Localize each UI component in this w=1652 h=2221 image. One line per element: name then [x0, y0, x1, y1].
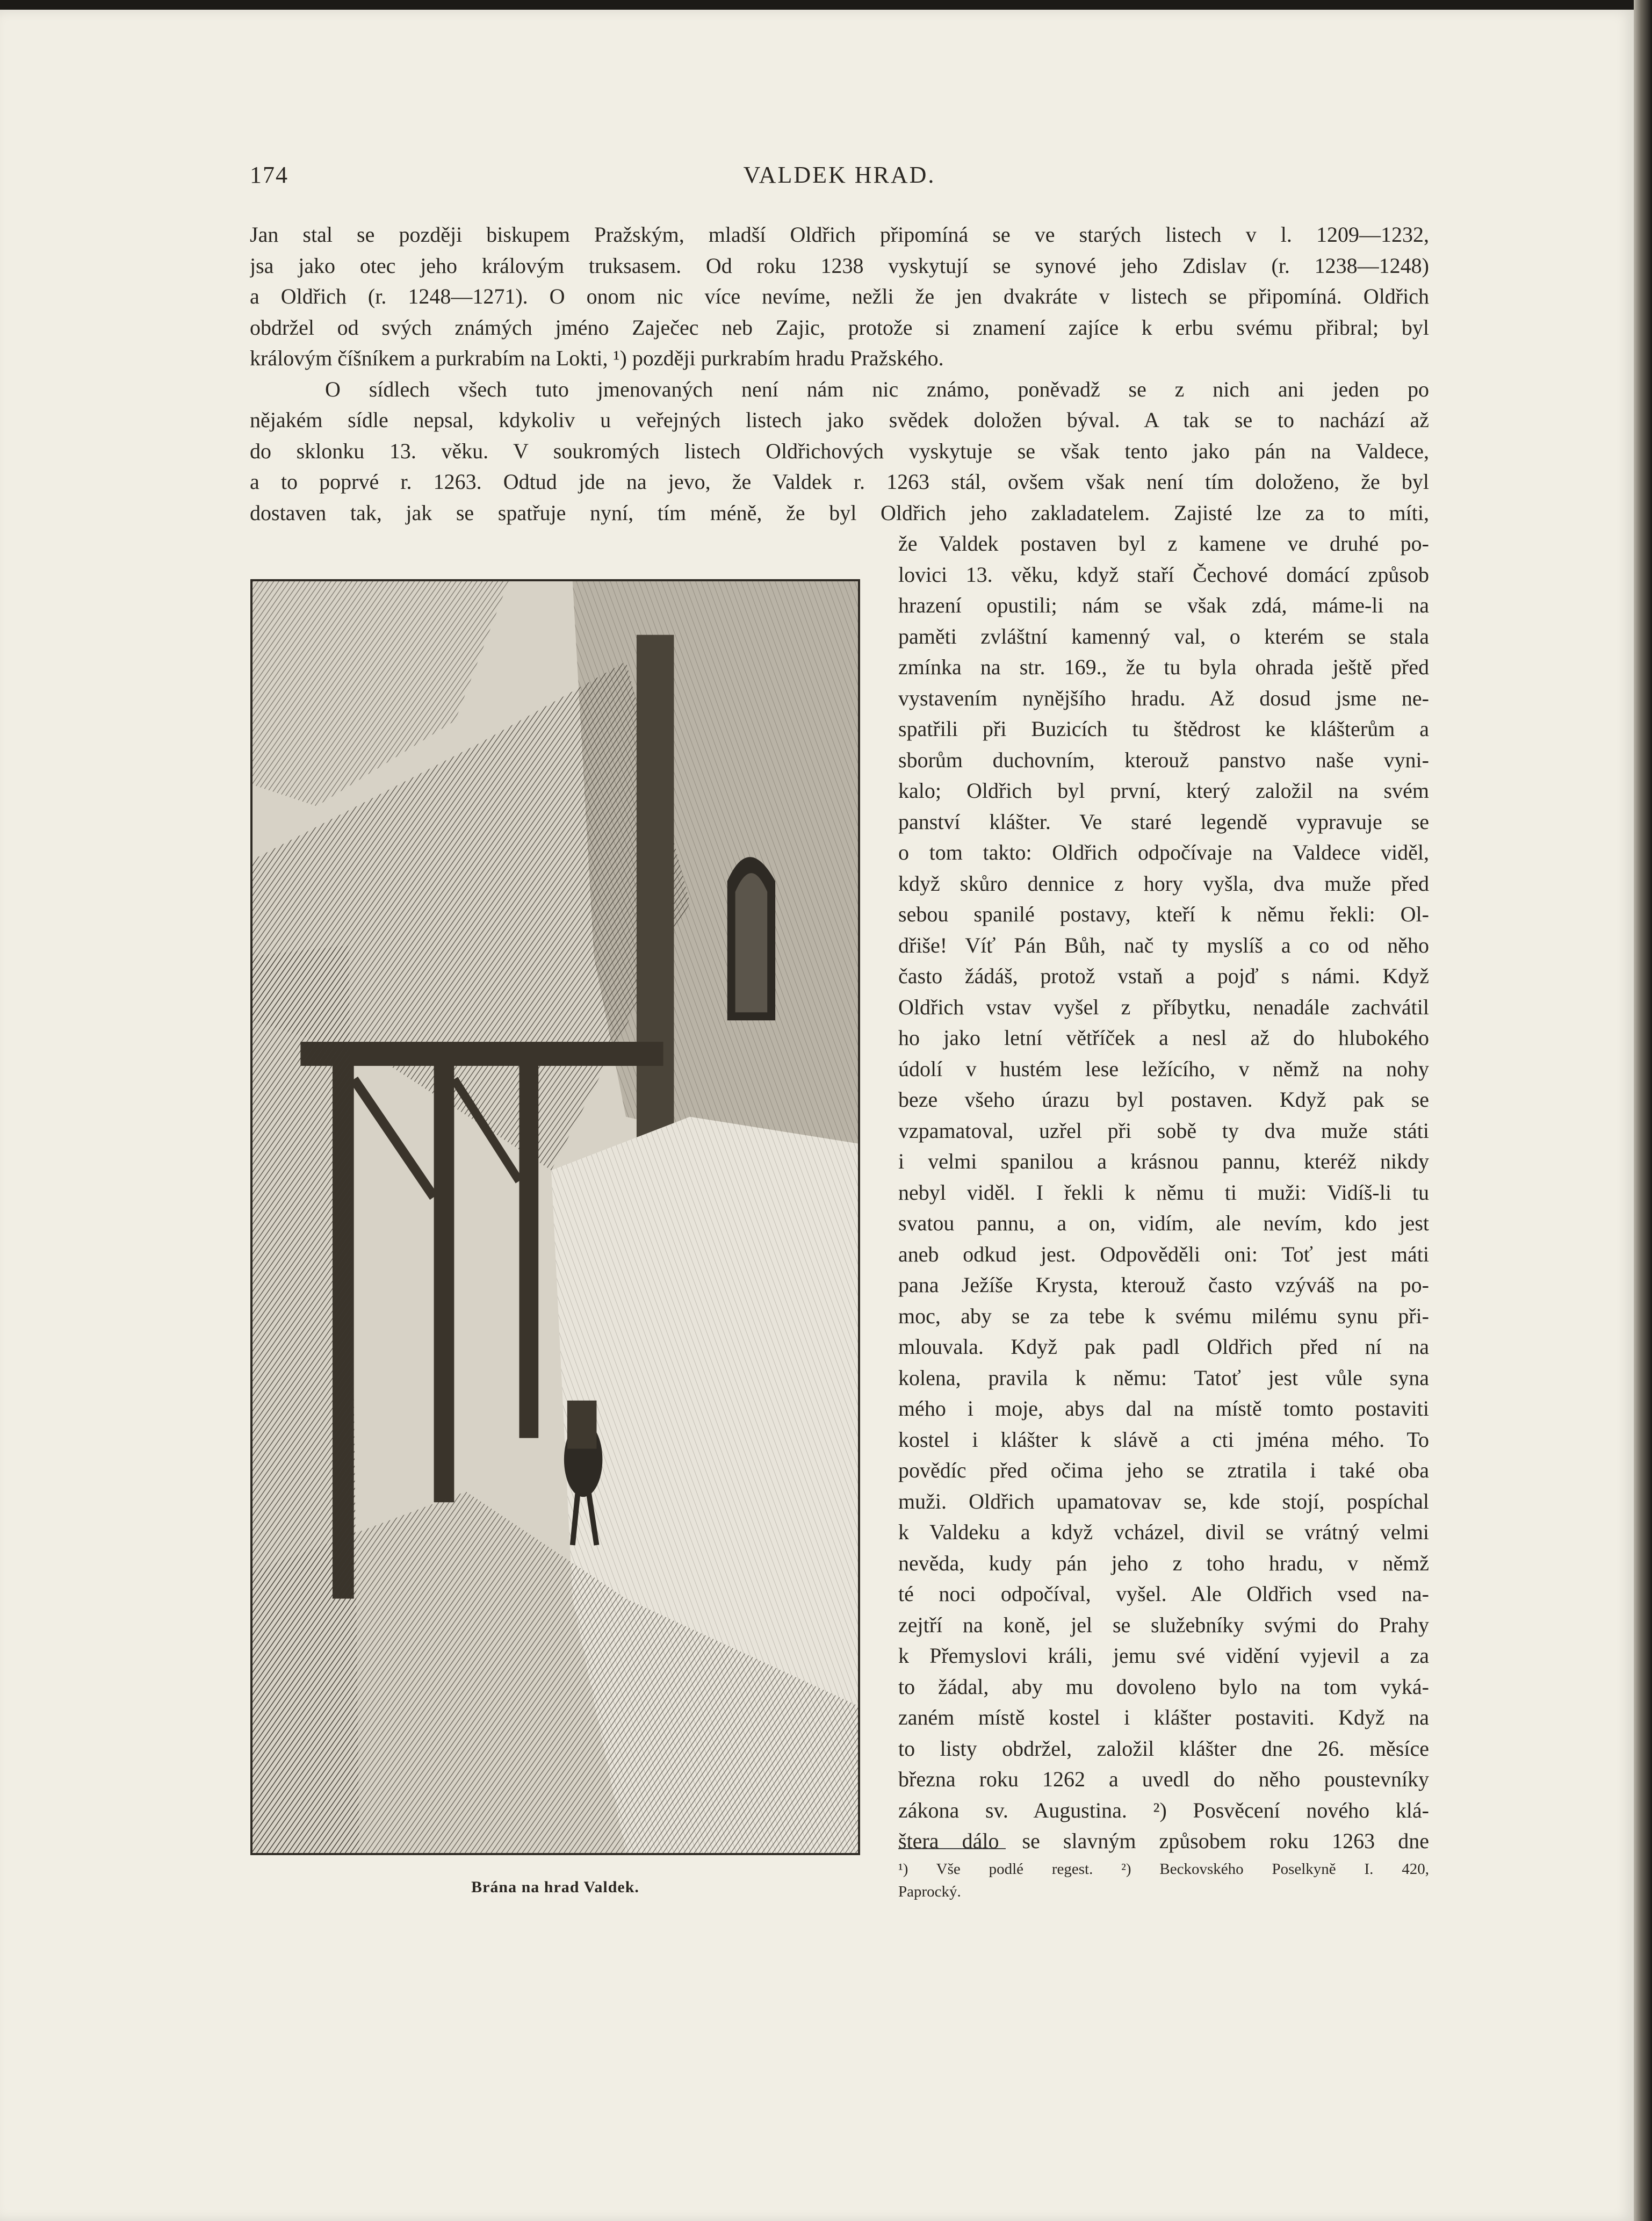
text-line: to listy obdržel, založil klášter dne 26. měsíce	[898, 1736, 1429, 1761]
footnote-line: Paprocký.	[898, 1883, 961, 1900]
text-line: zákona sv. Augustina. ²) Posvěcení nového klá-	[898, 1798, 1429, 1822]
text-line: Jan stal se později biskupem Pražským, mladší Oldřich připomíná se ve starých listech v l. 1209—1232,	[250, 222, 1429, 247]
right-column-text	[898, 528, 1429, 1857]
text-line: zejtří na koně, jel se služebníky svými do Prahy	[898, 1612, 1429, 1637]
figure-caption: Brána na hrad Valdek.	[471, 1878, 639, 1896]
text-line: nebyl viděl. I řekli k němu ti muži: Vidíš-li tu	[898, 1180, 1429, 1205]
text-line: moc, aby se za tebe k svému milému synu při-	[898, 1303, 1429, 1328]
text-line: nevěda, kudy pán jeho z toho hradu, v němž	[898, 1551, 1429, 1575]
engraving-image	[253, 581, 858, 1853]
text-line: k Přemyslovi králi, jemu své vidění vyjevil a za	[898, 1643, 1429, 1668]
text-line: štera dálo se slavným způsobem roku 1263 dne	[898, 1829, 1429, 1853]
text-line: zmínka na str. 169., že tu byla ohrada ještě před	[898, 655, 1429, 679]
running-title: VALDEK HRAD.	[743, 162, 936, 188]
text-line: března roku 1262 a uvedl do něho poustevníky	[898, 1767, 1429, 1791]
text-line: a Oldřich (r. 1248—1271). O onom nic více nevíme, nežli že jen dvakráte v listech se připomíná. Oldřich	[250, 284, 1429, 308]
text-line: že Valdek postaven byl z kamene ve druhé po-	[898, 531, 1429, 556]
text-line: dřiše! Víť Pán Bůh, nač ty myslíš a co od něho	[898, 933, 1429, 957]
text-line: panství klášter. Ve staré legendě vypravuje se	[898, 809, 1429, 834]
text-line: mlouvala. Když pak padl Oldřich před ní na	[898, 1335, 1429, 1359]
text-line: do sklonku 13. věku. V soukromých listech Oldřichových vyskytuje se však tento jako pán na Valdece,	[250, 438, 1429, 463]
text-line: pana Ježíše Krysta, kterouž často vzýváš na po-	[898, 1273, 1429, 1297]
text-line: to žádal, aby mu dovoleno bylo na tom vyká-	[898, 1674, 1429, 1699]
text-line: obdržel od svých známých jméno Zaječec neb Zajic, protože si znamení zajíce k erbu svému přibral; byl	[250, 315, 1429, 340]
page-header	[250, 161, 1429, 193]
text-line: vzpamatoval, uzřel při sobě ty dva muže státi	[898, 1118, 1429, 1143]
page-number: 174	[250, 162, 288, 188]
text-line: když skůro dennice z hory vyšla, dva muže před	[898, 871, 1429, 896]
text-line: dostaven tak, jak se spatřuje nyní, tím méně, že byl Oldřich jeho zakladatelem. Zajisté lze za to míti,	[250, 500, 1429, 525]
text-line: svatou pannu, a on, vidím, ale nevím, kdo jest	[898, 1211, 1429, 1235]
text-line: údolí v hustém lese ležícího, v němž na nohy	[898, 1056, 1429, 1081]
text-line: kolena, pravila k němu: Tatoť jest vůle syna	[898, 1365, 1429, 1390]
text-line: kalo; Oldřich byl první, který založil na svém	[898, 778, 1429, 803]
text-line: k Valdeku a když vcházel, divil se vrátný velmi	[898, 1520, 1429, 1544]
full-width-text	[250, 219, 1429, 528]
text-line: sebou spanilé postavy, kteří k němu řekli: Ol-	[898, 902, 1429, 926]
text-line: beze všeho úrazu byl postaven. Když pak se	[898, 1087, 1429, 1112]
text-line: vystavením nynějšího hradu. Až dosud jsme ne-	[898, 686, 1429, 710]
text-line: muži. Oldřich upamatovav se, kde stojí, pospíchal	[898, 1489, 1429, 1513]
text-line: Oldřich vstav vyšel z příbytku, nenadále zachvátil	[898, 994, 1429, 1019]
text-line: často žádáš, protož vstaň a pojď s námi. Když	[898, 964, 1429, 988]
text-line: o tom takto: Oldřich odpočívaje na Valdece viděl,	[898, 840, 1429, 864]
page-edge	[1634, 0, 1652, 2221]
text-line: té noci odpočíval, vyšel. Ale Oldřich vsed na-	[898, 1582, 1429, 1606]
text-line: zaném místě kostel i klášter postaviti. Když na	[898, 1705, 1429, 1729]
text-line: mého i moje, abys dal na místě tomto postaviti	[898, 1396, 1429, 1420]
text-line: i velmi spanilou a krásnou pannu, kteréž nikdy	[898, 1149, 1429, 1173]
text-line: lovici 13. věku, když staří Čechové domácí způsob	[898, 562, 1429, 587]
text-line: aneb odkud jest. Odpověděli oni: Toť jest máti	[898, 1242, 1429, 1266]
castle-gate-illustration	[250, 579, 860, 1855]
text-line: kostel i klášter k slávě a cti jména mého. To	[898, 1427, 1429, 1452]
text-line: ho jako letní větříček a nesl až do hlubokého	[898, 1026, 1429, 1050]
text-line: královým číšníkem a purkrabím na Lokti, ¹) později purkrabím hradu Pražského.	[250, 346, 944, 370]
text-line: a to poprvé r. 1263. Odtud jde na jevo, že Valdek r. 1263 stál, ovšem však není tím doloženo, že byl	[250, 470, 1429, 494]
text-line: nějakém sídle nepsal, kdykoliv u veřejných listech jako svědek doložen býval. A tak se to nachází až	[250, 408, 1429, 432]
text-line: jsa jako otec jeho královým truksasem. Od roku 1238 vyskytují se synové jeho Zdislav (r. 1238—1248)	[250, 253, 1429, 278]
footnotes	[898, 1858, 1429, 1903]
text-line: hrazení opustili; nám se však zdá, máme-li na	[898, 593, 1429, 617]
footnote-line: ¹) Vše podlé regest. ²) Beckovského Poselkyně I. 420,	[898, 1861, 1429, 1878]
text-line: spatřili při Buzicích tu štědrost ke klášterům a	[898, 717, 1429, 741]
text-line: sborům duchovním, kterouž panstvo naše vyni-	[898, 747, 1429, 772]
footnote-rule	[898, 1848, 1006, 1849]
text-line: paměti zvláštní kamenný val, o kterém se stala	[898, 624, 1429, 648]
text-line: O sídlech všech tuto jmenovaných není nám nic známo, poněvadž se z nich ani jeden po	[325, 377, 1429, 401]
text-line: povědíc před očima jeho se ztratila i také oba	[898, 1458, 1429, 1482]
